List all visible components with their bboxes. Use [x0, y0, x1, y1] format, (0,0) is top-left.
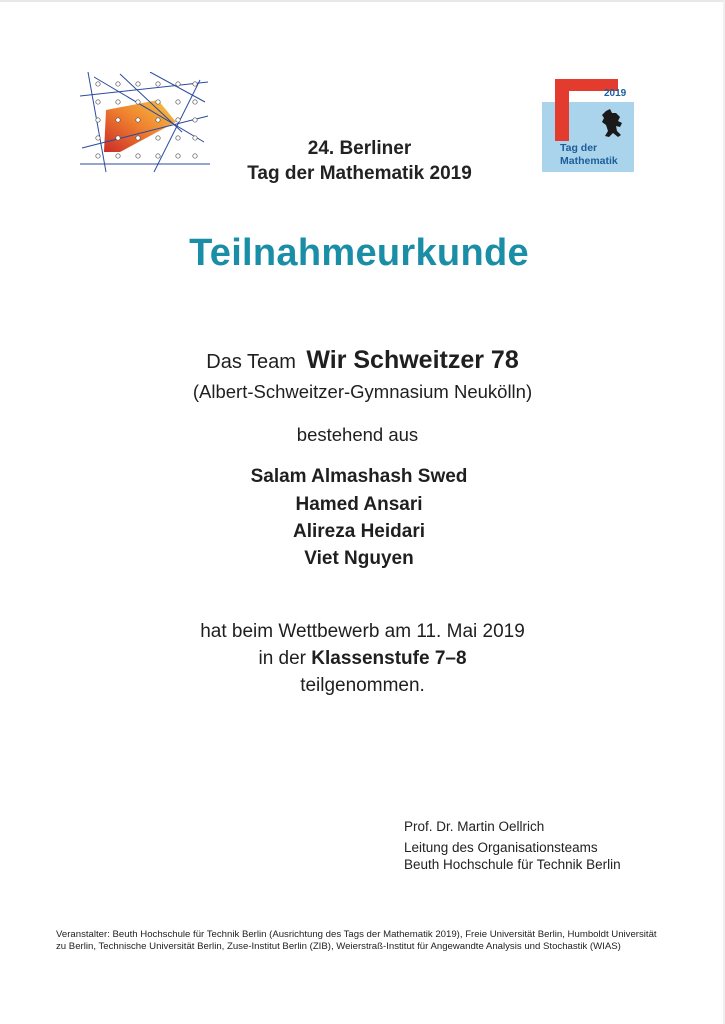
- team-prefix: Das Team: [206, 351, 296, 373]
- organizers-footer: Veranstalter: Beuth Hochschule für Technik Berlin (Ausrichtung des Tags der Mathematik 2019), Freie Universität Berlin, Humboldt Universität zu Berlin, Technische Universität Berlin, Zuse-Institut Berlin (ZIB), Weierstraß-Institut für Angewandte Analysis und Stochastik (WIAS): [56, 929, 657, 952]
- scan-edge-top: [0, 0, 725, 2]
- team-name: Wir Schweitzer 78: [306, 346, 519, 374]
- event-heading-line2: Tag der Mathematik 2019: [247, 163, 472, 184]
- member-name: Viet Nguyen: [304, 548, 414, 569]
- signatory-institution: Beuth Hochschule für Technik Berlin: [404, 857, 621, 872]
- team-line: [0, 346, 725, 375]
- logo-text-line2: Mathematik: [560, 155, 618, 167]
- signatory-role: Leitung des Organisationsteams: [404, 840, 598, 855]
- geometry-logo-icon: [80, 72, 212, 176]
- event-heading-line1: 24. Berliner: [307, 138, 412, 159]
- berlin-bear-icon: [598, 107, 628, 141]
- participation-line2: [0, 648, 725, 670]
- grade-level: Klassenstufe 7–8: [311, 648, 467, 669]
- members-intro: bestehend aus: [296, 424, 419, 445]
- participation-line3: teilgenommen.: [300, 675, 425, 696]
- member-name: Salam Almashash Swed: [250, 466, 468, 487]
- logo-text-line1: Tag der: [560, 142, 598, 154]
- member-name: Hamed Ansari: [295, 494, 423, 515]
- member-name: Alireza Heidari: [293, 521, 425, 542]
- school-name: (Albert-Schweitzer-Gymnasium Neukölln): [192, 381, 533, 402]
- signatory-name: Prof. Dr. Martin Oellrich: [404, 819, 545, 834]
- participation-line1: hat beim Wettbewerb am 11. Mai 2019: [200, 621, 525, 642]
- grade-prefix: in der: [258, 648, 306, 669]
- logo-year: 2019: [604, 88, 627, 99]
- certificate-title: Teilnahmeurkunde: [189, 232, 529, 274]
